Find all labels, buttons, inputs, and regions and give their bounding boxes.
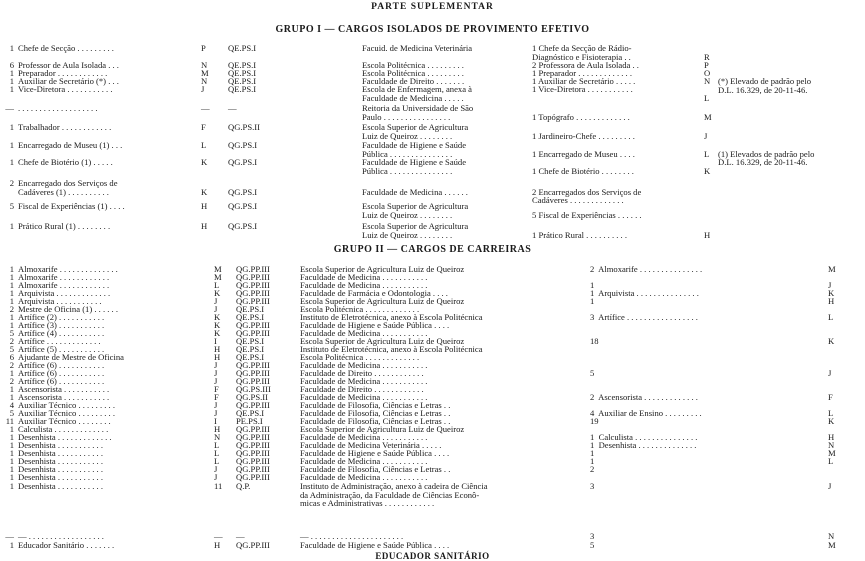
quantidade-cell: 5	[9, 201, 14, 211]
novo-padrao-cell: P	[704, 60, 709, 70]
quadro-cell: QG.PS.I	[228, 221, 258, 231]
quantidade-cell: 1	[9, 76, 14, 86]
cargo-cell: Artífice (5) . . . . . . . . . . .	[18, 344, 105, 354]
novo-padrao-cell: R	[704, 51, 710, 62]
cargo-cell: Mestre de Oficina (1) . . . . . .	[18, 304, 118, 314]
quantidade-cell: 2	[9, 336, 14, 346]
observacao-cell: (*) Elevado de padrão pelo D.L. 16.329, de 20-11-46.	[718, 76, 812, 95]
cargo-cell: Desenhista . . . . . . . . . . .	[18, 440, 103, 450]
quantidade-cell: 5	[9, 328, 14, 338]
quantidade-cell: 1	[9, 320, 14, 330]
unidade-cell: Faculdade de Medicina . . . . . . . . . . .	[300, 272, 428, 282]
cargo-cell: Almoxarife . . . . . . . . . . . . . .	[18, 264, 118, 274]
quantidade-cell: 2	[9, 360, 14, 370]
padrao-cell: J	[214, 400, 218, 410]
quantidade-cell: 1	[9, 140, 14, 150]
cargo-cell: Vice-Diretora . . . . . . . . . . .	[18, 84, 113, 94]
cargo-cell: Desenhista . . . . . . . . . . .	[18, 448, 103, 458]
cargo-cell: Calculista . . . . . . . . . . . . .	[18, 424, 109, 434]
cargo-cell: Encarregado dos Serviços de Cadáveres (1) . . . . . . . . . .	[18, 178, 118, 197]
quadro-cell: QG.PP.III	[236, 320, 270, 330]
quantidade-cell: 11	[5, 416, 14, 426]
unidade-cell: Escola Superior de Agricultura Luiz de Queiroz	[300, 296, 465, 306]
padrao-cell: J	[214, 464, 218, 474]
quadro-cell: QG.PS.III	[236, 384, 271, 394]
unidade-cell: Escola Politécnica . . . . . . . . .	[362, 60, 464, 70]
novo-padrao-cell: J	[704, 130, 708, 141]
group1-title: GRUPO I — CARGOS ISOLADOS DE PROVIMENTO EFETIVO	[275, 24, 590, 35]
footer-title: EDUCADOR SANITÁRIO	[375, 551, 490, 561]
unidade-cell: Escola Politécnica . . . . . . . . . . . . .	[300, 352, 420, 362]
unidade-cell: Instituto de Administração, anexo à cadeira de Ciência da Administração, da Faculdade de Ciências Econô- micas e Administrativas . . . . . . . . . . . .	[300, 481, 488, 509]
cargo-cell: Auxiliar Técnico . . . . . . . . .	[18, 400, 115, 410]
padrao-cell: H	[201, 201, 208, 211]
unidade-cell: Faculdade de Medicina . . . . . . . . . . .	[300, 456, 428, 466]
novo-cargo-cell: 5 Fiscal de Experiências . . . . . .	[532, 209, 642, 220]
padrao-cell: M	[214, 272, 222, 282]
novo-padrao-cell: N	[704, 76, 711, 86]
novo-padrao-cell: J	[828, 280, 832, 290]
novo-padrao-cell: H	[828, 432, 835, 442]
quantidade-cell: 1	[9, 472, 14, 482]
quadro-cell: Q.P.	[236, 481, 251, 491]
unidade-cell: Instituto de Eletrotécnica, anexo à Escola Politécnica	[300, 344, 483, 354]
padrao-cell: L	[214, 280, 220, 290]
quadro-cell: QG.PP.III	[236, 288, 270, 298]
unidade-cell: Escola Superior de Agricultura Luiz de Queiroz	[300, 264, 465, 274]
padrao-cell: —	[214, 531, 223, 541]
quadro-cell: QE.PS.I	[236, 408, 265, 418]
unidade-cell: Escola Superior de Agricultura Luiz de Queiroz	[300, 336, 465, 346]
novo-cargo-cell: 1 Calculista . . . . . . . . . . . . . . .	[590, 432, 698, 442]
quantidade-cell: 1	[9, 68, 14, 78]
novo-padrao-cell: L	[828, 408, 834, 418]
cargo-cell: Desenhista . . . . . . . . . . . . .	[18, 432, 112, 442]
padrao-cell: J	[214, 368, 218, 378]
padrao-cell: H	[201, 221, 208, 231]
cargo-cell: Arquivista . . . . . . . . . . .	[18, 296, 102, 306]
novo-cargo-cell: 2	[590, 464, 595, 474]
unidade-cell: Escola Superior de Agricultura Luiz de Queiroz . . . . . . . .	[362, 221, 469, 240]
unidade-cell: Escola Politécnica . . . . . . . . .	[362, 68, 464, 78]
cargo-cell: Desenhista . . . . . . . . . . .	[18, 456, 103, 466]
cargo-cell: Artífice (2) . . . . . . . . . . .	[18, 312, 105, 322]
cargo-cell: Prático Rural (1) . . . . . . . .	[18, 221, 111, 231]
padrao-cell: N	[201, 60, 208, 70]
quadro-cell: QE.PS.I	[228, 68, 257, 78]
padrao-cell: K	[214, 328, 221, 338]
novo-cargo-cell: 19	[590, 416, 599, 426]
padrao-cell: K	[214, 312, 221, 322]
padrao-cell: I	[214, 336, 217, 346]
padrao-cell: L	[214, 440, 220, 450]
quadro-cell: QG.PP.III	[236, 432, 270, 442]
padrao-cell: H	[214, 352, 221, 362]
novo-cargo-cell: 4 Auxiliar de Ensino . . . . . . . . .	[590, 408, 702, 418]
quadro-cell: QG.PP.III	[236, 280, 270, 290]
quadro-cell: —	[228, 103, 237, 113]
quadro-cell: QE.PS.I	[228, 60, 257, 70]
novo-cargo-cell: 3 Artífice . . . . . . . . . . . . . . . . .	[590, 312, 698, 322]
quadro-cell: QG.PP.III	[236, 272, 270, 282]
quantidade-cell: 1	[9, 264, 14, 274]
novo-cargo-cell: 1	[590, 296, 595, 306]
quantidade-cell: 2	[9, 178, 14, 188]
quadro-cell: QE.PS.I	[236, 352, 265, 362]
cargo-cell: Ascensorista . . . . . . . . . . .	[18, 384, 110, 394]
cargo-cell: Artífice (6) . . . . . . . . . . .	[18, 360, 105, 370]
quantidade-cell: 5	[9, 344, 14, 354]
quadro-cell: QG.PS.I	[228, 201, 258, 211]
cargo-cell: Preparador . . . . . . . . . . . .	[18, 68, 108, 78]
quantidade-cell: 1	[9, 432, 14, 442]
novo-padrao-cell: L	[704, 148, 710, 159]
novo-cargo-cell: 1	[590, 280, 595, 290]
quantidade-cell: 1	[9, 288, 14, 298]
unidade-cell: Reitoria da Universidade de São Paulo . . . . . . . . . . . . . . . .	[362, 103, 474, 122]
quadro-cell: QG.PS.II	[228, 122, 260, 132]
unidade-cell: Faculdade de Higiene e Saúde Pública . . . .	[300, 540, 450, 550]
novo-cargo-cell: 1 Desenhista . . . . . . . . . . . . . .	[590, 440, 697, 450]
cargo-cell: Artífice (6) . . . . . . . . . . .	[18, 368, 105, 378]
unidade-cell: Faculdade de Filosofia, Ciências e Letras . .	[300, 464, 451, 474]
cargo-cell: Almoxarife . . . . . . . . . . . .	[18, 272, 110, 282]
novo-padrao-cell: K	[704, 165, 711, 176]
quadro-cell: QG.PP.III	[236, 424, 270, 434]
unidade-cell: Faculdade de Filosofia, Ciências e Letras . .	[300, 408, 451, 418]
unidade-cell: Faculdade de Medicina . . . . . .	[362, 186, 468, 197]
cargo-cell: Artífice . . . . . . . . . . . . .	[18, 336, 101, 346]
quantidade-cell: 1	[9, 296, 14, 306]
novo-cargo-cell: 2 Professora de Aula Isolada . .	[532, 60, 639, 70]
quantidade-cell: 1	[9, 157, 14, 167]
quadro-cell: QG.PP.III	[236, 464, 270, 474]
quadro-cell: QG.PP.III	[236, 296, 270, 306]
novo-cargo-cell: 1 Auxiliar de Secretário . . . . .	[532, 76, 636, 86]
novo-padrao-cell: H	[704, 229, 711, 240]
group2-title: GRUPO II — CARGOS DE CARREIRAS	[333, 244, 532, 255]
padrao-cell: J	[214, 304, 218, 314]
unidade-cell: Facuid. de Medicina Veterinária	[362, 43, 473, 53]
novo-padrao-cell: K	[828, 336, 835, 346]
cargo-cell: Desenhista . . . . . . . . . . .	[18, 472, 103, 482]
quadro-cell: —	[236, 531, 245, 541]
unidade-cell: Faculdade de Higiene e Saúde Pública . . . . . . . . . . . . . . .	[362, 157, 467, 176]
novo-padrao-cell: L	[704, 92, 710, 103]
unidade-cell: Instituto de Eletrotécnica, anexo à Escola Politécnica	[300, 312, 483, 322]
novo-cargo-cell: 5	[590, 368, 595, 378]
quadro-cell: QG.PP.III	[236, 472, 270, 482]
novo-padrao-cell: H	[828, 296, 835, 306]
padrao-cell: L	[201, 140, 207, 150]
padrao-cell: K	[201, 157, 208, 167]
quantidade-cell: 2	[9, 376, 14, 386]
novo-padrao-cell: L	[828, 456, 834, 466]
quadro-cell: QG.PS.I	[228, 157, 258, 167]
quantidade-cell: 1	[9, 368, 14, 378]
novo-cargo-cell: 3	[590, 481, 595, 491]
unidade-cell: Faculdade de Medicina . . . . . . . . . . .	[300, 360, 428, 370]
unidade-cell: Faculdade de Medicina . . . . . . . . . . .	[300, 328, 428, 338]
cargo-cell: Chefe de Secção . . . . . . . . .	[18, 43, 114, 53]
cargo-cell: Desenhista . . . . . . . . . . .	[18, 481, 103, 491]
cargo-cell: Educador Sanitário . . . . . . .	[18, 540, 115, 550]
quadro-cell: PE.PS.I	[236, 416, 263, 426]
padrao-cell: M	[201, 68, 209, 78]
unidade-cell: Faculdade de Higiene e Saúde Pública . . . .	[300, 448, 450, 458]
quadro-cell: QG.PP.III	[236, 440, 270, 450]
unidade-cell: Faculdade de Higiene e Saúde Pública . . . . . . . . . . . . . . .	[362, 140, 467, 159]
quadro-cell: QG.PP.III	[236, 360, 270, 370]
padrao-cell: 11	[214, 481, 223, 491]
quadro-cell: QE.PS.I	[236, 336, 265, 346]
novo-padrao-cell: J	[828, 368, 832, 378]
quantidade-cell: 1	[9, 122, 14, 132]
padrao-cell: F	[201, 122, 206, 132]
quadro-cell: QG.PS.I	[228, 140, 258, 150]
padrao-cell: K	[214, 320, 221, 330]
padrao-cell: K	[201, 186, 208, 197]
observacao-cell: (1) Elevados de padrão pelo D.L. 16.329, de 20-11-46.	[718, 148, 815, 168]
quantidade-cell: 1	[9, 272, 14, 282]
cargo-cell: Desenhista . . . . . . . . . . .	[18, 464, 103, 474]
novo-cargo-cell: 1 Encarregado de Museu . . . .	[532, 148, 635, 159]
cargo-cell: Auxiliar Técnico . . . . . . . . .	[18, 408, 115, 418]
quantidade-cell: —	[5, 531, 14, 541]
padrao-cell: J	[214, 408, 218, 418]
novo-cargo-cell: 1	[590, 456, 595, 466]
novo-padrao-cell: K	[828, 416, 835, 426]
unidade-cell: Faculdade de Medicina . . . . . . . . . . .	[300, 392, 428, 402]
cargo-cell: Auxiliar de Secretário (*) . . .	[18, 76, 119, 86]
quadro-cell: QG.PP.III	[236, 400, 270, 410]
quadro-cell: QG.PP.III	[236, 368, 270, 378]
unidade-cell: — . . . . . . . . . . . . . . . . . . . . . .	[300, 531, 404, 541]
quantidade-cell: —	[5, 103, 14, 113]
unidade-cell: Escola Politécnica . . . . . . . . . . . . .	[300, 304, 420, 314]
unidade-cell: Faculdade de Filosofia, Ciências e Letras . .	[300, 416, 451, 426]
quadro-cell: QG.PS.I	[228, 186, 258, 197]
novo-cargo-cell: 1 Prático Rural . . . . . . . . . .	[532, 229, 627, 240]
cargo-cell: — . . . . . . . . . . . . . . . . . .	[18, 531, 104, 541]
unidade-cell: Escola Superior de Agricultura Luiz de Queiroz . . . . . . . .	[362, 201, 469, 220]
page-title: PARTE SUPLEMENTAR	[371, 2, 494, 12]
cargo-cell: Trabalhador . . . . . . . . . . . .	[18, 122, 112, 132]
unidade-cell: Faculdade de Medicina . . . . . . . . . . .	[300, 432, 428, 442]
novo-padrao-cell: M	[828, 540, 836, 550]
quantidade-cell: 6	[9, 60, 14, 70]
unidade-cell: Escola Superior de Agricultura Luiz de Queiroz . . . . . . . .	[362, 122, 469, 141]
unidade-cell: Faculdade de Direito . . . . . . .	[362, 76, 465, 86]
unidade-cell: Faculdade de Direito . . . . . . . . . . . .	[300, 368, 424, 378]
cargo-cell: Almoxarife . . . . . . . . . . . .	[18, 280, 110, 290]
novo-padrao-cell: L	[828, 312, 834, 322]
padrao-cell: L	[214, 448, 220, 458]
padrao-cell: H	[214, 424, 221, 434]
novo-cargo-cell: 1 Chefe de Biotério . . . . . . . .	[532, 165, 634, 176]
padrao-cell: K	[214, 288, 221, 298]
quadro-cell: QG.PP.III	[236, 456, 270, 466]
novo-padrao-cell: M	[828, 264, 836, 274]
cargo-cell: Ajudante de Mestre de Oficina	[18, 352, 124, 362]
quantidade-cell: 1	[9, 481, 14, 491]
padrao-cell: H	[214, 344, 221, 354]
novo-padrao-cell: O	[704, 68, 711, 78]
novo-cargo-cell: 5	[590, 540, 595, 550]
novo-cargo-cell: 1 Chefe da Secção de Rádio- Diagnóstico e Fisioterapia . .	[532, 43, 632, 62]
quantidade-cell: 1	[9, 456, 14, 466]
padrao-cell: J	[214, 472, 218, 482]
novo-cargo-cell: 1 Vice-Diretora . . . . . . . . . . .	[532, 84, 633, 94]
padrao-cell: N	[214, 432, 221, 442]
quadro-cell: QE.PS.I	[236, 344, 265, 354]
quantidade-cell: 5	[9, 408, 14, 418]
quadro-cell: QG.PP.III	[236, 448, 270, 458]
padrao-cell: M	[214, 264, 222, 274]
novo-cargo-cell: 1 Preparador . . . . . . . . . . . . .	[532, 68, 633, 78]
quantidade-cell: 1	[9, 43, 14, 53]
cargo-cell: Chefe de Biotério (1) . . . . .	[18, 157, 113, 167]
quadro-cell: QE.PS.I	[228, 43, 257, 53]
quantidade-cell: 1	[9, 280, 14, 290]
cargo-cell: Artífice (6) . . . . . . . . . . .	[18, 376, 105, 386]
unidade-cell: Escola de Enfermagem, anexa à Faculdade de Medicina . . . . .	[362, 84, 472, 103]
cargo-cell: Professor de Aula Isolada . . .	[18, 60, 119, 70]
padrao-cell: J	[214, 296, 218, 306]
novo-padrao-cell: F	[828, 392, 833, 402]
unidade-cell: Faculdade de Higiene e Saúde Pública . . . .	[300, 320, 450, 330]
padrao-cell: F	[214, 392, 219, 402]
quantidade-cell: 6	[9, 352, 14, 362]
novo-cargo-cell: 2 Encarregados dos Serviços de Cadáveres . . . . . . . . . . . . .	[532, 186, 642, 206]
padrao-cell: L	[214, 456, 220, 466]
novo-padrao-cell: K	[828, 288, 835, 298]
quantidade-cell: 1	[9, 440, 14, 450]
unidade-cell: Faculdade de Direito . . . . . . . . . . . .	[300, 384, 424, 394]
cargo-cell: . . . . . . . . . . . . . . . . . . .	[18, 103, 98, 113]
novo-cargo-cell: 1 Topógrafo . . . . . . . . . . . . .	[532, 111, 630, 122]
quantidade-cell: 1	[9, 392, 14, 402]
novo-cargo-cell: 3	[590, 531, 595, 541]
novo-padrao-cell: N	[828, 531, 835, 541]
padrao-cell: N	[201, 76, 208, 86]
unidade-cell: Faculdade de Farmácia e Odontologia . . . .	[300, 288, 448, 298]
quantidade-cell: 4	[9, 400, 14, 410]
quantidade-cell: 1	[9, 384, 14, 394]
novo-cargo-cell: 2 Almoxarife . . . . . . . . . . . . . . .	[590, 264, 703, 274]
quadro-cell: QG.PP.III	[236, 376, 270, 386]
novo-cargo-cell: 1 Arquivista . . . . . . . . . . . . . . .	[590, 288, 699, 298]
unidade-cell: Faculdade de Medicina . . . . . . . . . . .	[300, 376, 428, 386]
quantidade-cell: 2	[9, 304, 14, 314]
novo-padrao-cell: N	[828, 440, 835, 450]
quadro-cell: QE.PS.I	[236, 312, 265, 322]
novo-cargo-cell: 2 Ascensorista . . . . . . . . . . . . .	[590, 392, 698, 402]
quantidade-cell: 1	[9, 84, 14, 94]
cargo-cell: Artífice (3) . . . . . . . . . . .	[18, 320, 105, 330]
cargo-cell: Encarregado de Museu (1) . . .	[18, 140, 123, 150]
cargo-cell: Auxiliar Técnico . . . . . . . .	[18, 416, 111, 426]
novo-cargo-cell: 18	[590, 336, 599, 346]
cargo-cell: Ascensorista . . . . . . . . . . .	[18, 392, 110, 402]
novo-cargo-cell: 1	[590, 448, 595, 458]
quadro-cell: QG.PP.III	[236, 540, 270, 550]
padrao-cell: F	[214, 384, 219, 394]
quantidade-cell: 1	[9, 312, 14, 322]
novo-padrao-cell: M	[828, 448, 836, 458]
quadro-cell: QE.PS.I	[236, 304, 265, 314]
quantidade-cell: 1	[9, 464, 14, 474]
cargo-cell: Arquivista . . . . . . . . . . . . .	[18, 288, 111, 298]
novo-padrao-cell: J	[828, 481, 832, 491]
padrao-cell: J	[214, 360, 218, 370]
quantidade-cell: 1	[9, 448, 14, 458]
quadro-cell: QG.PP.III	[236, 328, 270, 338]
padrao-cell: —	[201, 103, 210, 113]
unidade-cell: Escola Superior de Agricultura Luiz de Queiroz	[300, 424, 465, 434]
quantidade-cell: 1	[9, 221, 14, 231]
padrao-cell: J	[201, 84, 205, 94]
unidade-cell: Faculdade de Filosofia, Ciências e Letras . .	[300, 400, 451, 410]
quadro-cell: QE.PS.I	[228, 84, 257, 94]
cargo-cell: Fiscal de Experiências (1) . . . .	[18, 201, 125, 211]
cargo-cell: Artífice (4) . . . . . . . . . . .	[18, 328, 105, 338]
novo-cargo-cell: 1 Jardineiro-Chefe . . . . . . . . .	[532, 130, 635, 141]
padrao-cell: P	[201, 43, 206, 53]
unidade-cell: Faculdade de Medicina . . . . . . . . . . .	[300, 472, 428, 482]
quadro-cell: QG.PP.III	[236, 264, 270, 274]
quadro-cell: QG.PS.II	[236, 392, 268, 402]
quantidade-cell: 1	[9, 540, 14, 550]
padrao-cell: H	[214, 540, 221, 550]
quadro-cell: QE.PS.I	[228, 76, 257, 86]
padrao-cell: J	[214, 376, 218, 386]
novo-padrao-cell: M	[704, 111, 712, 122]
unidade-cell: Faculdade de Medicina Veterinária . . . . .	[300, 440, 442, 450]
quantidade-cell: 1	[9, 424, 14, 434]
padrao-cell: I	[214, 416, 217, 426]
unidade-cell: Faculdade de Medicina . . . . . . . . . . .	[300, 280, 428, 290]
